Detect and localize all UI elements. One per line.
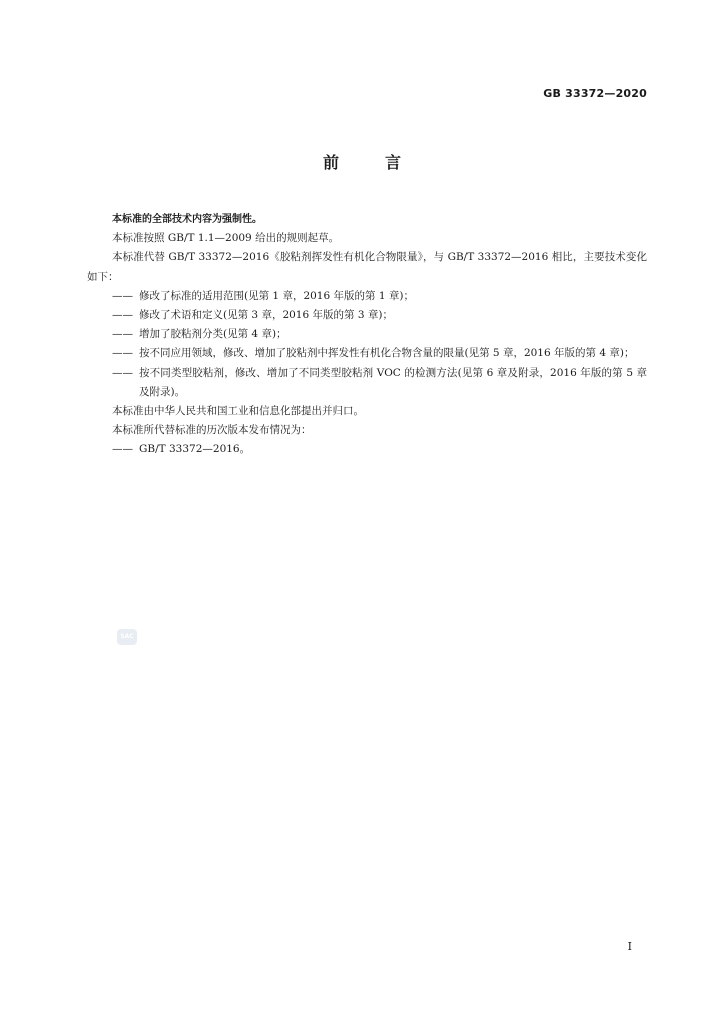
dash-mark: —— (112, 328, 133, 341)
dash-mark: —— (112, 366, 133, 379)
title-char-2: 言 (385, 153, 402, 172)
history-text: GB/T 33372—2016。 (139, 443, 251, 456)
dash-mark: —— (112, 289, 133, 302)
paragraph-replacement: 本标准代替 GB/T 33372—2016《胶粘剂挥发性有机化合物限量》，与 GB/T 33372—2016 相比，主要技术变化如下： (87, 251, 647, 283)
page-title (0, 150, 724, 173)
paragraph-proposer: 本标准由中华人民共和国工业和信息化部提出并归口。 (112, 405, 364, 418)
change-item (87, 325, 647, 344)
dash-mark: —— (112, 443, 133, 456)
foreword-body (87, 210, 647, 460)
change-text: 按不同应用领域，修改、增加了胶粘剂中挥发性有机化合物含量的限量(见第 5 章，2016 年版的第 4 章)； (139, 347, 635, 360)
paragraph-history-intro: 本标准所代替标准的历次版本发布情况为： (112, 424, 312, 437)
change-item (87, 306, 647, 325)
change-text: 增加了胶粘剂分类(见第 4 章)； (139, 328, 287, 341)
change-item (87, 364, 647, 402)
change-text: 修改了术语和定义(见第 3 章，2016 年版的第 3 章)； (139, 309, 393, 322)
dash-mark: —— (112, 347, 133, 360)
standard-code: GB 33372—2020 (543, 87, 647, 100)
paragraph-drafting-rules: 本标准按照 GB/T 1.1—2009 给出的规则起草。 (112, 232, 340, 245)
change-item (87, 344, 647, 363)
change-text: 修改了标准的适用范围(见第 1 章，2016 年版的第 1 章)； (139, 289, 414, 302)
change-text: 按不同类型胶粘剂，修改、增加了不同类型胶粘剂 VOC 的检测方法(见第 6 章及附录，2016 年版的第 5 章及附录)。 (139, 366, 647, 398)
page-number: I (627, 940, 632, 953)
history-item (87, 440, 647, 459)
paragraph-mandatory: 本标准的全部技术内容为强制性。 (112, 214, 262, 225)
sac-logo-watermark: SAC (117, 629, 137, 645)
title-char-1: 前 (322, 153, 339, 172)
dash-mark: —— (112, 309, 133, 322)
change-item (87, 287, 647, 306)
